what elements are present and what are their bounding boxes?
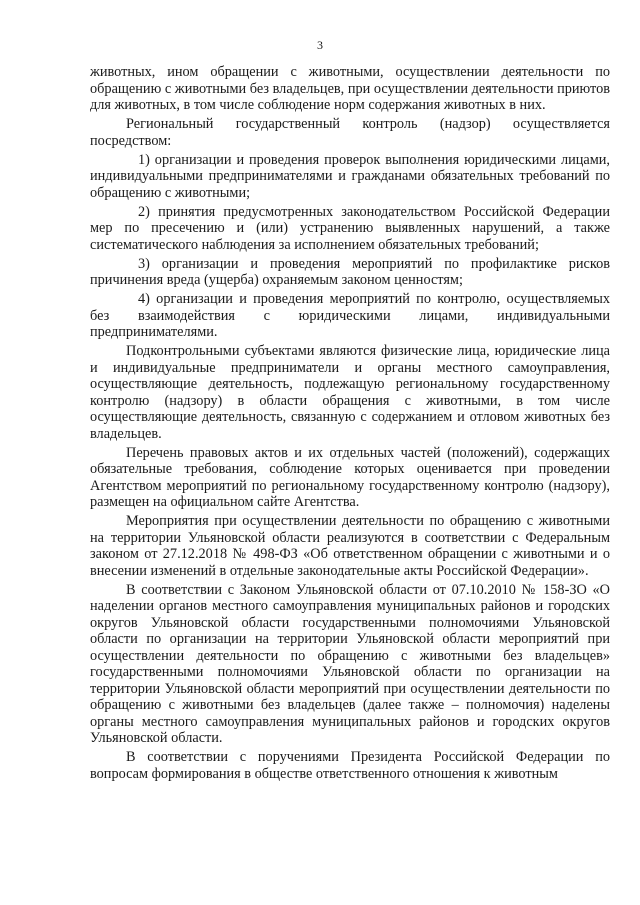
list-item-2: 2) принятия предусмотренных законодательством Российской Федерации мер по пресечению и (или) устранению выявленных нарушений, а также систематического наблюдения за исполнением обязательных требований; [90,203,610,253]
paragraph-continuation: животных, ином обращении с животными, осуществлении деятельности по обращению с животными без владельцев, при осуществлении деятельности приютов для животных, в том числе соблюдение норм содержания животных в них. [90,64,610,113]
paragraph-control-means: Региональный государственный контроль (надзор) осуществляется посредством: [90,116,610,149]
paragraph-president-instructions: В соответствии с поручениями Президента Российской Федерации по вопросам формирования в обществе ответственного отношения к животным [90,749,610,782]
paragraph-legal-acts: Перечень правовых актов и их отдельных частей (положений), содержащих обязательные требования, соблюдение которых оценивается при проведении Агентством мероприятий по региональному государственному контролю (надзору), размещен на официальном сайте Агентства. [90,444,610,510]
paragraph-regional-law: В соответствии с Законом Ульяновской области от 07.10.2010 № 158-ЗО «О наделении органов местного самоуправления муниципальных районов и городских округов Ульяновской области государственными полномочиями Ульяновской области по организации на территории Ульяновской области мероприятий при осуществлении деятельности по обращению с животными без владельцев» государственными полномочиями Ульяновской области по организации на территории Ульяновской области мероприятий при осуществлении деятельности по обращению с животными без владельцев (далее также – полномочия) наделены органы местного самоуправления муниципальных районов и городских округов Ульяновской области. [90,581,610,746]
list-item-1: 1) организации и проведения проверок выполнения юридическими лицами, индивидуальными предпринимателями и гражданами обязательных требований по обращению с животными; [90,151,610,201]
document-body [90,64,610,785]
paragraph-federal-law: Мероприятия при осуществлении деятельности по обращению с животными на территории Ульяновской области реализуются в соответствии с Федеральным законом от 27.12.2018 № 498-ФЗ «Об ответственном обращении с животными и о внесении изменений в отдельные законодательные акты Российской Федерации». [90,513,610,579]
list-item-4: 4) организации и проведения мероприятий по контролю, осуществляемых без взаимодействия с юридическими лицами, индивидуальными предпринимателями. [90,291,610,340]
paragraph-subjects: Подконтрольными субъектами являются физические лица, юридические лица и индивидуальные предприниматели и органы местного самоуправления, осуществляющие деятельность, подлежащую региональному государственному контролю (надзору) в области обращения с животными, в том числе осуществляющие деятельность, связанную с содержанием и отловом животных без владельцев. [90,343,610,442]
list-item-3: 3) организации и проведения мероприятий по профилактике рисков причинения вреда (ущерба) охраняемым законом ценностям; [90,255,610,288]
page-number: 3 [317,38,323,52]
